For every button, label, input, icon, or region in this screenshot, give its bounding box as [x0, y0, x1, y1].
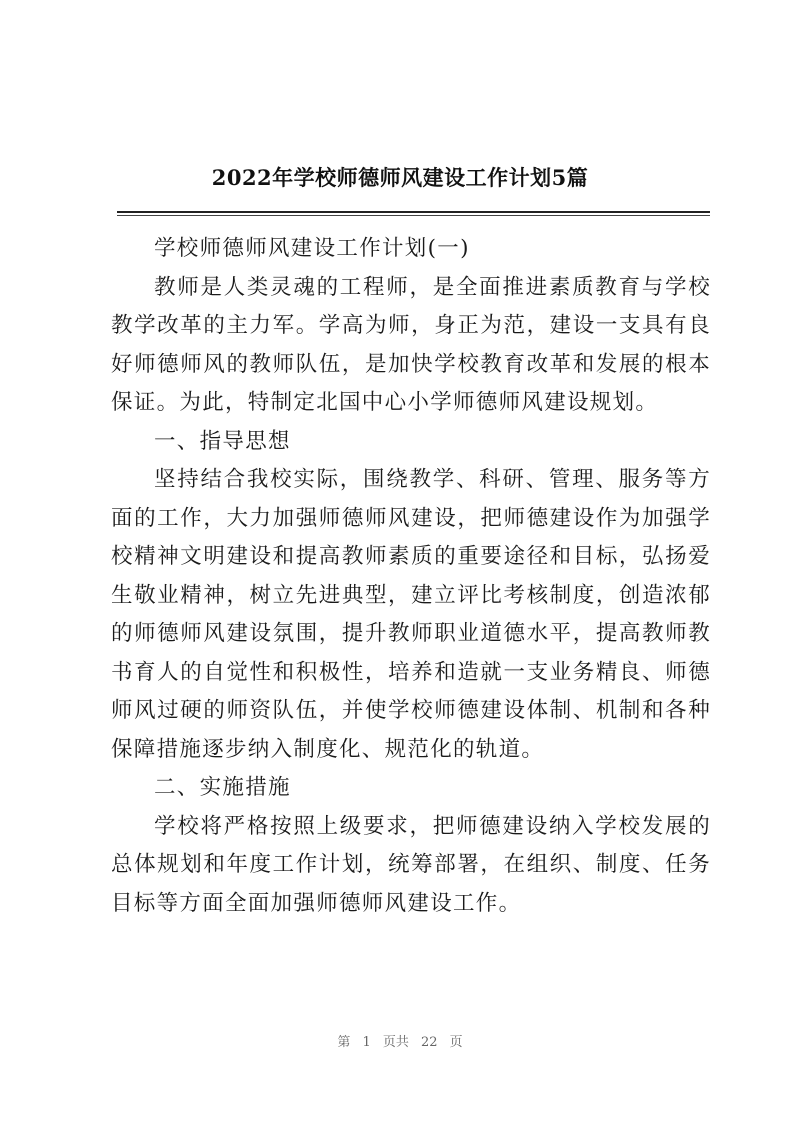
paragraph-guiding-thought: 坚持结合我校实际，围绕教学、科研、管理、服务等方面的工作，大力加强师德师风建设，把师德建设作为加强学校精神文明建设和提高教师素质的重要途径和目标，弘扬爱生敬业精神，树立先进典型，建立评比考核制度，创造浓郁的师德师风建设氛围，提升教师职业道德水平，提高教师教书育人的自觉性和积极性，培养和造就一支业务精良、师德师风过硬的师资队伍，并使学校师德建设体制、机制和各种保障措施逐步纳入制度化、规范化的轨道。	[111, 467, 711, 762]
section-heading-plan-one: 学校师德师风建设工作计划(一)	[154, 236, 470, 261]
document-body	[111, 230, 711, 923]
document-title: 2022年学校师德师风建设工作计划5篇	[211, 165, 589, 190]
paragraph-intro: 教师是人类灵魂的工程师，是全面推进素质教育与学校教学改革的主力军。学高为师，身正为范，建设一支具有良好师德师风的教师队伍，是加快学校教育改革和发展的根本保证。为此，特制定北国中心小学师德师风建设规划。	[111, 274, 711, 415]
title-divider-thick	[117, 211, 710, 213]
title-divider-thin	[117, 215, 710, 216]
section-heading-measures: 二、实施措施	[154, 775, 291, 800]
page-footer: 第 1 页共 22 页	[337, 1035, 463, 1050]
paragraph-measures: 学校将严格按照上级要求，把师德建设纳入学校发展的总体规划和年度工作计划，统筹部署，在组织、制度、任务目标等方面全面加强师德师风建设工作。	[111, 813, 711, 916]
section-heading-guiding-thought: 一、指导思想	[154, 428, 291, 454]
